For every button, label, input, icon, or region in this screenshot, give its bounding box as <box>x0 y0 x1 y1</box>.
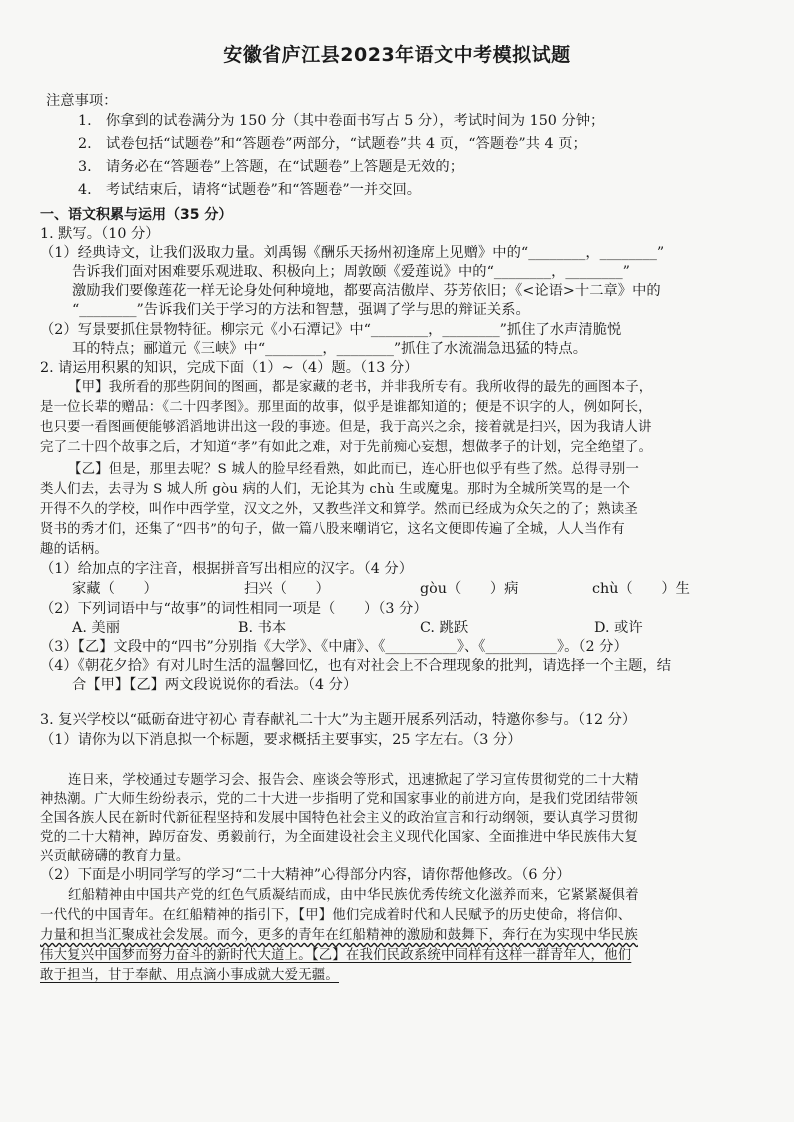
passage-yi: 类人们去，去寻为 S 城人所 gòu 病的人们，无论其为 chù 生或魔鬼。那时为全城所笑骂的是一个 <box>40 482 631 497</box>
question-heading: 1. 默写。（10 分） <box>40 226 160 242</box>
essay-text: 一代代的中国青年。在红船精神的指引下，【甲】他们完成着时代和人民赋予的历史使命，将信仰、 <box>40 908 632 923</box>
notice-item: 2. 试卷包括“试题卷”和“答题卷”两部分，“试题卷”共 4 页，“答题卷”共 4 页； <box>78 136 587 152</box>
q1-text: （2）写景要抓住景物特征。柳宗元《小石潭记》中“________，________”抓住了水声清脆悦 <box>40 322 622 338</box>
passage-yi: 开得不久的学校，叫作中西学堂，汉文之外，又教些洋文和算学。然而已经成为众矢之的了；熟读圣 <box>40 502 638 517</box>
subquestion: （2）下面是小明同学写的学习“二十大精神”心得部分内容，请你帮他修改。（6 分） <box>40 867 571 883</box>
page-title: 安徽省庐江县2023年语文中考模拟试题 <box>223 44 571 66</box>
q1-text: 激励我们要像莲花一样无论身处何种境地，都要高洁傲岸、芬芳依旧；《<论语>十二章》中的 <box>72 283 661 299</box>
passage-jia: 完了二十四个故事之后，才知道“孝”有如此之难，对于先前痴心妄想，想做孝子的计划，完全绝望了。 <box>40 440 653 455</box>
answer-item: 扫兴（ ） <box>244 581 330 597</box>
news-text: 连日来，学校通过专题学习会、报告会、座谈会等形式，迅速掀起了学习宣传贯彻党的二十大精 <box>68 773 639 788</box>
notice-item: 4. 考试结束后，请将“试题卷”和“答题卷”一并交回。 <box>78 182 422 198</box>
answer-item: chù（ ）生 <box>592 581 690 597</box>
answer-item: 家藏（ ） <box>72 581 158 597</box>
notice-item: 1. 你拿到的试卷满分为 150 分（其中卷面书写占 5 分），考试时间为 150 分钟； <box>78 113 605 129</box>
subquestion: （3）【乙】文段中的“四书”分别指《大学》、《中庸》、《__________》、《__________》。（2 分） <box>40 639 628 655</box>
option: D. 或许 <box>594 620 643 636</box>
essay-text: 红船精神由中国共产党的红色气质凝结而成，由中华民族优秀传统文化滋养而来，它紧紧凝俱着 <box>68 888 639 903</box>
essay-text: 伟大复兴中国梦而努力奋斗的新时代大道上。【乙】在我们民政系统中同样有这样一群青年人，他们 <box>40 948 632 963</box>
q1-text: （1）经典诗文，让我们汲取力量。刘禹锡《酬乐天扬州初逢席上见赠》中的“________，________” <box>40 245 665 261</box>
essay-text: 力量和担当汇聚成社会发展。而今，更多的青年在红船精神的激励和鼓舞下，奔行在为实现中华民族 <box>40 928 638 943</box>
option: C. 跳跃 <box>420 620 469 636</box>
subquestion: （1）给加点的字注音，根据拼音写出相应的汉字。（4 分） <box>40 561 414 577</box>
notice-heading: 注意事项： <box>46 93 118 109</box>
passage-jia: 【甲】我所看的那些阴间的图画，都是家藏的老书，并非我所专有。我所收得的最先的画图本子， <box>68 380 653 395</box>
news-text: 神热潮。广大师生纷纷表示，党的二十大进一步指明了党和国家事业的前进方向，是我们党团结带领 <box>40 792 638 807</box>
news-text: 党的二十大精神，踔厉奋发、勇毅前行，为全面建设社会主义现代化国家、全面推进中华民族伟大复 <box>40 830 638 845</box>
passage-jia: 是一位长辈的赠品：《二十四孝图》。那里面的故事，似乎是谁都知道的；便是不识字的人，例如阿长， <box>40 400 652 415</box>
section-heading: 一、语文积累与运用（35 分） <box>40 207 233 223</box>
option: A. 美丽 <box>72 620 121 636</box>
question-heading: 3. 复兴学校以“砥砺奋进守初心 青春献礼二十大”为主题开展系列活动，特邀你参与。（12 分） <box>40 712 637 728</box>
option: B. 书本 <box>238 620 287 636</box>
passage-yi: 【乙】但是，那里去呢？S 城人的脸早经看熟，如此而已，连心肝也似乎有些了然。总得寻别一 <box>68 462 640 477</box>
q1-text: 告诉我们面对困难要乐观进取、积极向上；周敦颐《爱莲说》中的“________，________” <box>72 264 630 280</box>
essay-text: 敢于担当，甘于奉献、用点滴小事成就大爱无疆。 <box>40 968 339 983</box>
q1-text: “________”告诉我们关于学习的方法和智慧，强调了学与思的辩证关系。 <box>72 302 530 318</box>
passage-jia: 也只要一看图画便能够滔滔地讲出这一段的事迹。但是，我于高兴之余，接着就是扫兴，因为我请人讲 <box>40 420 652 435</box>
answer-item: gòu（ ）病 <box>420 581 519 597</box>
subquestion: （2）下列词语中与“故事”的词性相同一项是（ ）（3 分） <box>40 601 428 617</box>
news-text: 兴贡献磅礴的教育力量。 <box>40 849 190 864</box>
passage-yi: 趣的话柄。 <box>40 542 108 557</box>
question-heading: 2. 请运用积累的知识，完成下面（1）~（4）题。（13 分） <box>40 360 419 376</box>
notice-item: 3. 请务必在“答题卷”上答题，在“试题卷”上答题是无效的； <box>78 159 464 175</box>
subquestion: （1）请你为以下消息拟一个标题，要求概括主要事实，25 字左右。（3 分） <box>40 732 522 748</box>
subquestion: 合【甲】【乙】两文段说说你的看法。（4 分） <box>72 677 358 693</box>
news-text: 全国各族人民在新时代新征程坚持和发展中国特色社会主义的政治宣言和行动纲领，要认真学习贯彻 <box>40 811 638 826</box>
subquestion: （4）《朝花夕拾》有对儿时生活的温馨回忆，也有对社会上不合理现象的批判，请选择一个主题，结 <box>40 658 672 674</box>
q1-text: 耳的特点；郦道元《三峡》中“________，________”抓住了水流湍急迅猛的特点。 <box>72 341 588 357</box>
passage-yi: 贤书的秀才们，还集了“四书”的句子，做一篇八股来嘲诮它，这名文便即传遍了全城，人人当作有 <box>40 522 625 537</box>
